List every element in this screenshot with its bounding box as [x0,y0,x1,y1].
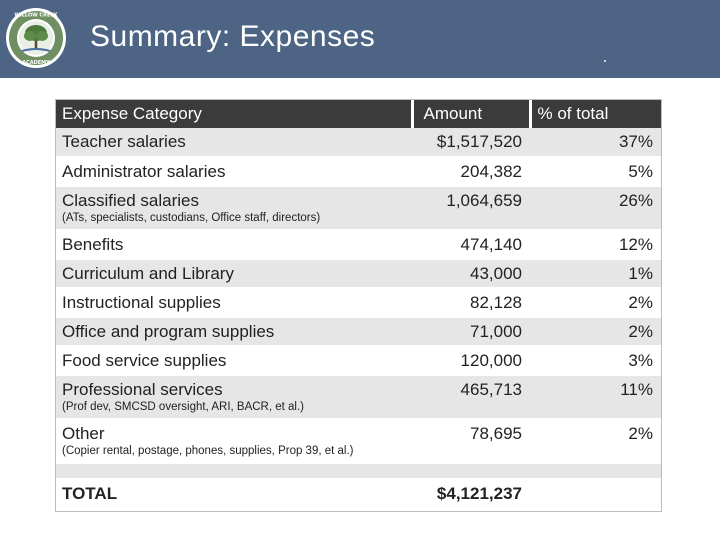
percent-value: 2% [628,322,653,341]
table-row [56,259,661,288]
category-label: Office and program supplies [62,322,275,341]
percent-value: 3% [628,351,653,370]
category-label: Other [62,424,105,443]
percent-value: 26% [618,191,653,210]
total-row [56,479,661,509]
spacer-cell [56,463,412,479]
percent-value: 1% [628,264,653,283]
decorative-dot [604,60,606,62]
slide-header [0,0,720,78]
percent-cell [530,288,661,317]
category-cell [56,259,412,288]
amount-value: 474,140 [460,235,522,254]
table-row [56,375,661,419]
total-percent [536,480,653,484]
page-title: Summary: Expenses [90,20,376,53]
spacer-cell [530,463,661,479]
amount-cell [412,375,530,419]
amount-cell [412,157,530,186]
table-row [56,186,661,230]
percent-value: 37% [618,132,653,151]
table-row [56,346,661,375]
amount-value: 82,128 [470,293,522,312]
amount-cell [412,230,530,259]
category-cell [56,375,412,419]
school-seal-logo-icon [4,6,68,70]
svg-text:ACADEMY: ACADEMY [22,60,50,66]
table-row [56,128,661,157]
total-amount: $4,121,237 [436,484,522,503]
amount-cell [412,346,530,375]
amount-value: 43,000 [470,264,522,283]
percent-cell [530,259,661,288]
percent-value: 5% [628,162,653,181]
category-note: (Copier rental, postage, phones, supplies, Prop 39, et al.) [62,445,354,457]
category-cell [56,157,412,186]
category-cell [56,230,412,259]
amount-cell [412,419,530,463]
percent-cell [530,346,661,375]
column-header-amount: Amount [412,100,530,128]
column-header-percent: % of total [530,100,661,128]
total-amount-cell [412,479,530,509]
amount-value: 120,000 [460,351,522,370]
percent-value: 12% [618,235,653,254]
category-cell [56,346,412,375]
category-label: Food service supplies [62,351,227,370]
category-cell [56,128,412,157]
table-row [56,419,661,463]
amount-cell [412,317,530,346]
expense-table [56,100,661,510]
percent-cell [530,375,661,419]
percent-cell [530,317,661,346]
category-cell [56,419,412,463]
category-cell [56,186,412,230]
table-row [56,317,661,346]
amount-cell [412,186,530,230]
spacer-cell [412,463,530,479]
svg-text:WILLOW CREEK: WILLOW CREEK [14,12,58,19]
amount-value: 78,695 [470,424,522,443]
percent-value: 2% [628,293,653,312]
amount-cell [412,288,530,317]
amount-value: 204,382 [460,162,522,181]
percent-cell [530,128,661,157]
category-label: Administrator salaries [62,162,226,181]
total-label: TOTAL [62,484,118,503]
category-label: Curriculum and Library [62,264,234,283]
column-header-category: Expense Category [56,100,412,128]
table-row [56,230,661,259]
category-label: Classified salaries [62,191,199,210]
amount-value: 1,064,659 [446,191,522,210]
category-label: Teacher salaries [62,132,186,151]
table-row [56,157,661,186]
amount-cell [412,128,530,157]
category-note: (Prof dev, SMCSD oversight, ARI, BACR, et al.) [62,401,304,413]
table-header-row [56,100,661,128]
category-cell [56,317,412,346]
category-cell [56,288,412,317]
total-percent-cell [530,479,661,509]
amount-value: 71,000 [470,322,522,341]
spacer-row [56,463,661,479]
category-label: Instructional supplies [62,293,221,312]
percent-cell [530,419,661,463]
category-note: (ATs, specialists, custodians, Office staff, directors) [62,212,321,224]
table-row [56,288,661,317]
amount-value: $1,517,520 [436,132,522,151]
total-label-cell [56,479,412,509]
category-label: Professional services [62,380,223,399]
percent-cell [530,157,661,186]
category-label: Benefits [62,235,124,254]
percent-cell [530,230,661,259]
amount-cell [412,259,530,288]
percent-cell [530,186,661,230]
amount-value: 465,713 [460,380,522,399]
percent-value: 11% [620,380,653,399]
percent-value: 2% [628,424,653,443]
